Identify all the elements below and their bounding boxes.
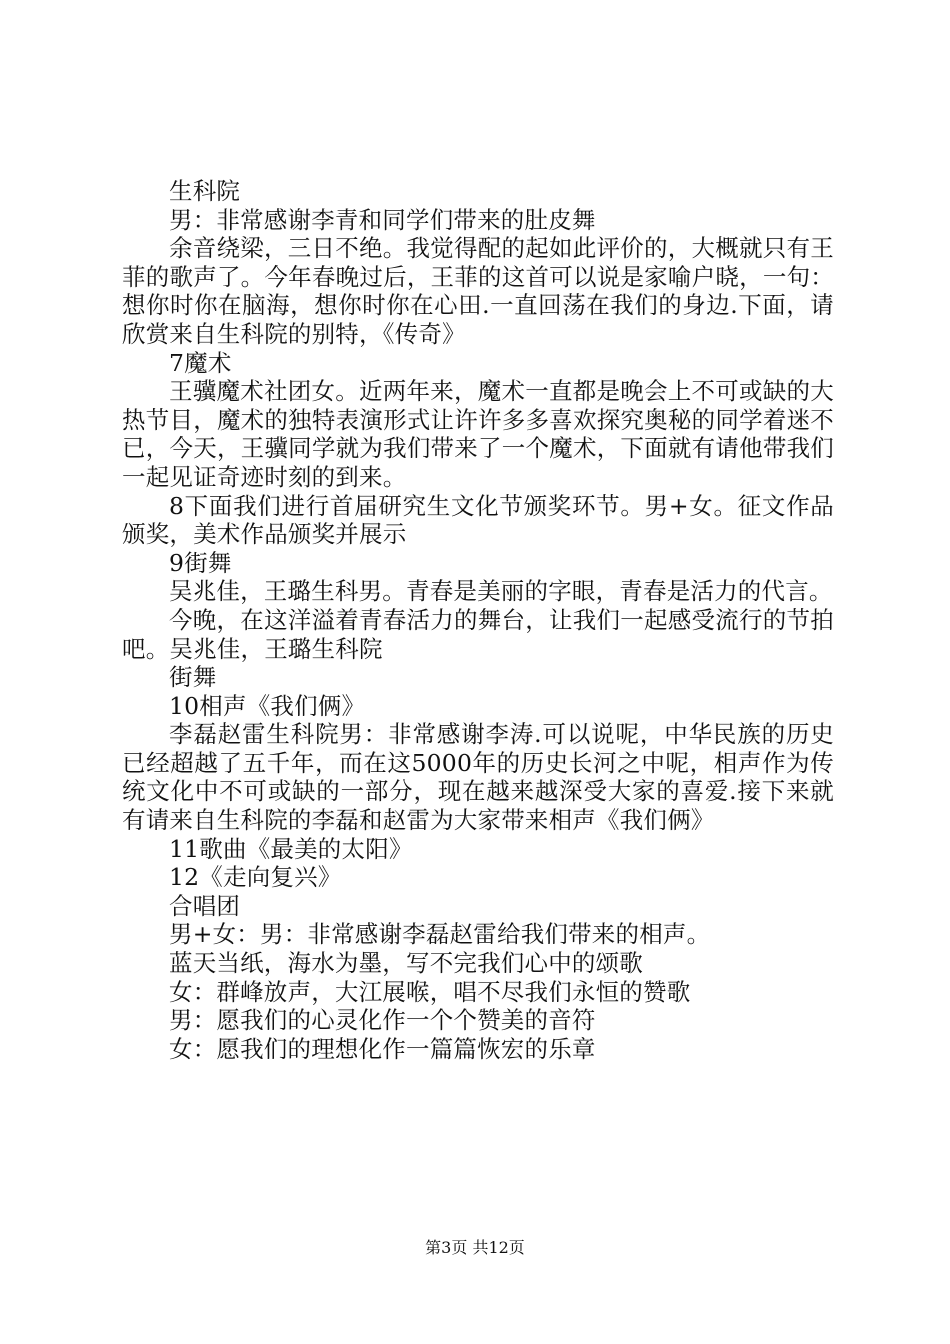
paragraph-program-12-revival: 12《走向复兴》 <box>169 863 342 892</box>
paragraph-program-8-awards: 8下面我们进行首届研究生文化节颁奖环节。男+女。征文作品颁奖，美术作品颁奖并展示 <box>122 491 834 549</box>
paragraph-ode-hearts: 男：愿我们的心灵化作一个个赞美的音符 <box>169 1006 596 1035</box>
paragraph-crosstalk-intro: 李磊赵雷生科院男：非常感谢李涛.可以说呢，中华民族的历史已经超越了五千年，而在这5000年的历史长河之中呢，相声作为传统文化中不可或缺的一部分，现在越来越深受大家的喜爱.接下来就有请来自生科院的李磊和赵雷为大家带来相声《我们俩》 <box>122 720 834 835</box>
paragraph-ode-mountains: 女：群峰放声，大江展喉，唱不尽我们永恒的赞歌 <box>169 977 691 1006</box>
paragraph-legend-intro: 余音绕梁，三日不绝。我觉得配的起如此评价的，大概就只有王菲的歌声了。今年春晚过后，王菲的这首可以说是家喻户晓，一句：想你时你在脑海，想你时你在心田.一直回荡在我们的身边.下面，请欣赏来自生科院的别特，《传奇》 <box>122 234 834 348</box>
paragraph-street-dance-label: 街舞 <box>169 663 217 692</box>
paragraph-choir: 合唱团 <box>169 891 241 920</box>
document-body <box>122 177 834 1063</box>
paragraph-college-name: 生科院 <box>169 177 241 205</box>
paragraph-thanks-belly-dance: 男：非常感谢李青和同学们带来的肚皮舞 <box>169 205 596 234</box>
paragraph-program-9-street-dance: 9街舞 <box>169 548 232 577</box>
paragraph-youth-intro: 吴兆佳，王璐生科男。青春是美丽的字眼，青春是活力的代言。 <box>169 577 833 606</box>
paragraph-program-7-magic: 7魔术 <box>169 348 232 377</box>
paragraph-ode-sky: 蓝天当纸，海水为墨，写不完我们心中的颂歌 <box>169 949 643 978</box>
page-footer <box>0 1238 950 1258</box>
paragraph-street-dance-intro: 今晚，在这洋溢着青春活力的舞台，让我们一起感受流行的节拍吧。吴兆佳，王璐生科院 <box>122 605 834 663</box>
paragraph-ode-ideals: 女：愿我们的理想化作一篇篇恢宏的乐章 <box>169 1034 596 1063</box>
paragraph-magic-intro: 王骥魔术社团女。近两年来，魔术一直都是晚会上不可或缺的大热节目，魔术的独特表演形式让许许多多喜欢探究奥秘的同学着迷不已，今天，王骥同学就为我们带来了一个魔术，下面就有请他带我们一起见证奇迹时刻的到来。 <box>122 377 834 491</box>
paragraph-program-11-song: 11歌曲《最美的太阳》 <box>169 834 413 863</box>
page-number-label: 第3页 共12页 <box>425 1238 525 1257</box>
paragraph-thanks-crosstalk: 男+女：男：非常感谢李磊赵雷给我们带来的相声。 <box>169 920 711 949</box>
paragraph-program-10-crosstalk: 10相声《我们俩》 <box>169 691 366 720</box>
